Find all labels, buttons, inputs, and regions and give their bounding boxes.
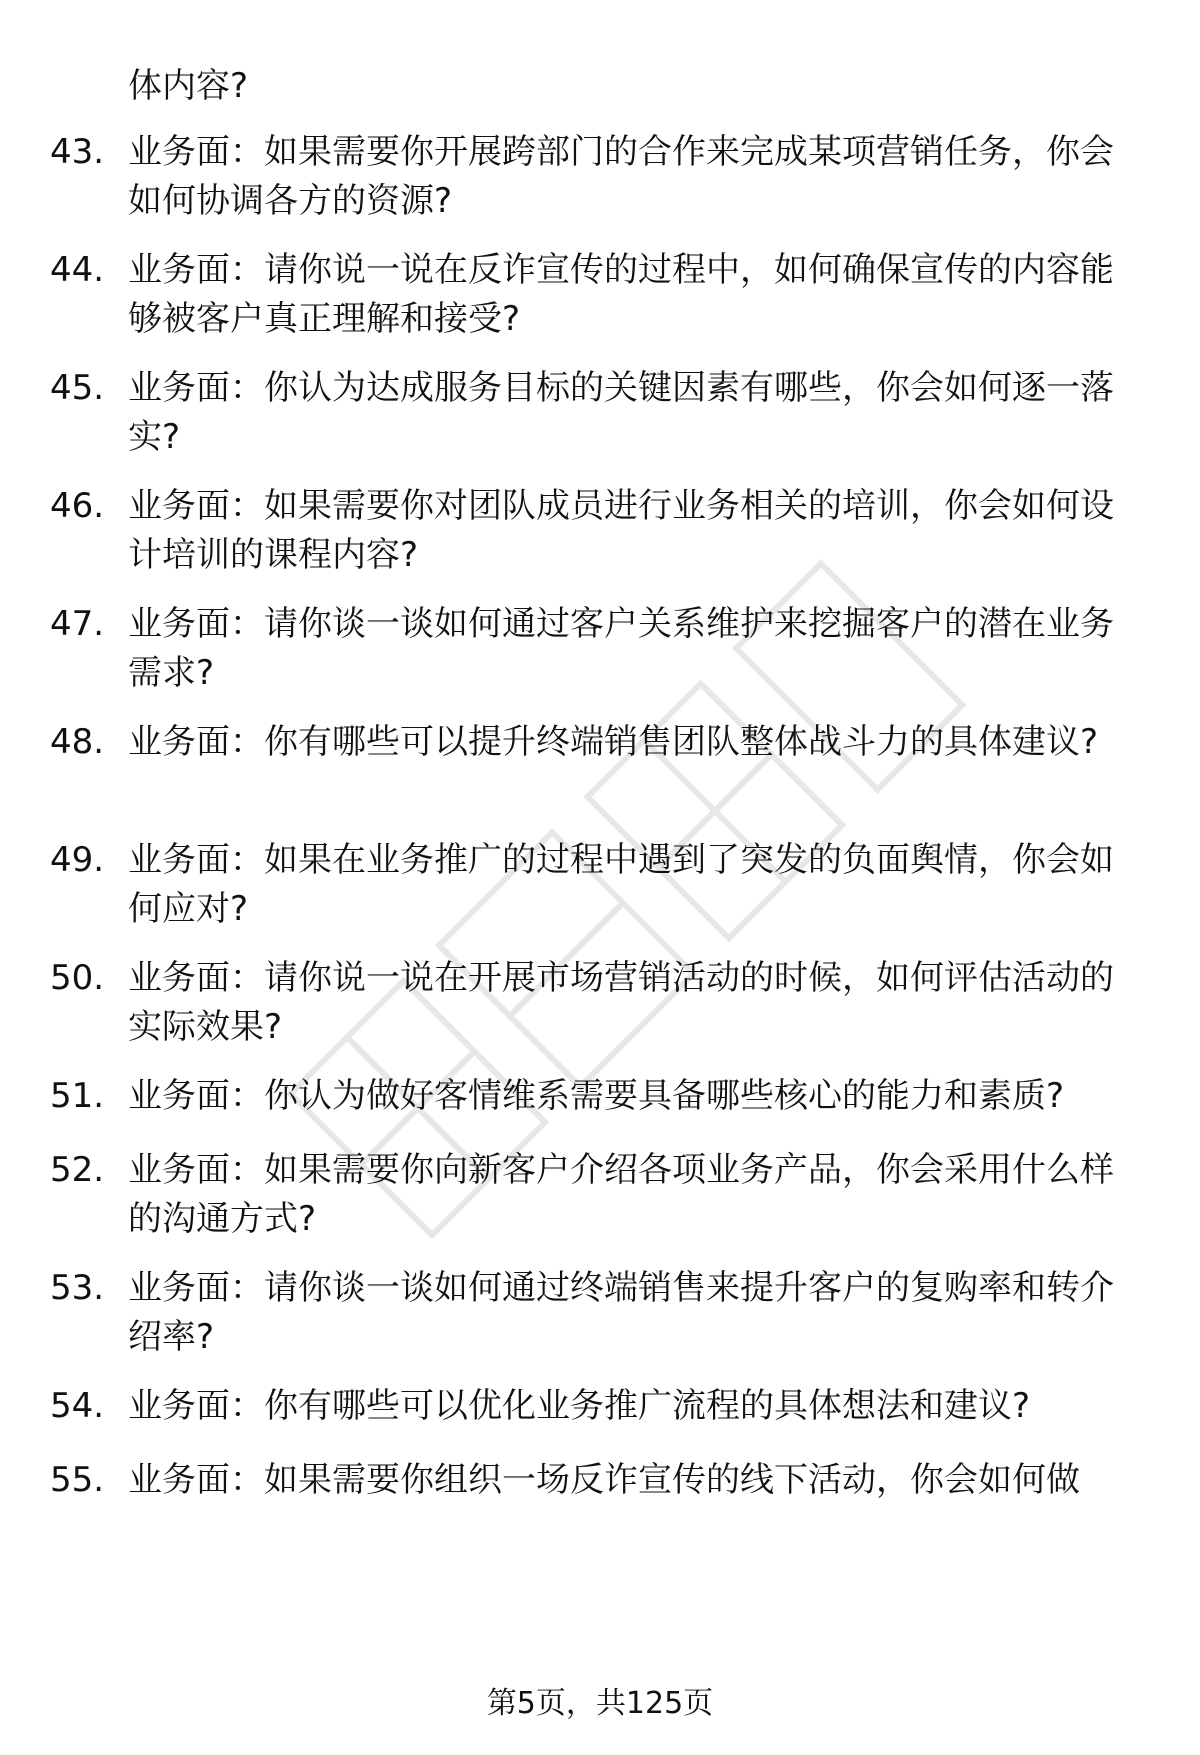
item-number: 51. [50, 1076, 105, 1116]
item-text: 业务面：你有哪些可以优化业务推广流程的具体想法和建议? [128, 1386, 1031, 1426]
item-text: 业务面：你认为达成服务目标的关键因素有哪些，你会如何逐一落实? [128, 368, 1114, 457]
item-number: 47. [50, 604, 105, 644]
item-text: 业务面：如果需要你开展跨部门的合作来完成某项营销任务，你会如何协调各方的资源? [128, 132, 1114, 221]
item-text: 业务面：你认为做好客情维系需要具备哪些核心的能力和素质? [128, 1076, 1065, 1116]
item-number: 49. [50, 840, 105, 880]
item-number: 46. [50, 486, 105, 526]
item-number: 53. [50, 1268, 105, 1308]
item-number: 50. [50, 958, 105, 998]
item-text: 业务面：如果需要你对团队成员进行业务相关的培训，你会如何设计培训的课程内容? [128, 486, 1114, 575]
item-text: 业务面：请你说一说在反诈宣传的过程中，如何确保宣传的内容能够被客户真正理解和接受? [128, 250, 1114, 339]
item-number: 52. [50, 1150, 105, 1190]
item-number: 54. [50, 1386, 105, 1426]
page-indicator: 第5页，共125页 [486, 1686, 714, 1721]
item-number: 48. [50, 722, 105, 762]
continuation-text: 体内容? [128, 66, 249, 106]
page-footer [0, 1684, 1200, 1724]
item-text: 业务面：请你说一说在开展市场营销活动的时候，如何评估活动的实际效果? [128, 958, 1114, 1047]
item-number: 43. [50, 132, 105, 172]
item-text: 业务面：如果需要你组织一场反诈宣传的线下活动，你会如何做 [128, 1460, 1080, 1500]
item-text: 业务面：如果需要你向新客户介绍各项业务产品，你会采用什么样的沟通方式? [128, 1150, 1114, 1239]
item-text: 业务面：你有哪些可以提升终端销售团队整体战斗力的具体建议? [128, 722, 1099, 762]
item-number: 55. [50, 1460, 105, 1500]
item-text: 业务面：请你谈一谈如何通过终端销售来提升客户的复购率和转介绍率? [128, 1268, 1114, 1357]
item-number: 44. [50, 250, 105, 290]
item-text: 业务面：请你谈一谈如何通过客户关系维护来挖掘客户的潜在业务需求? [128, 604, 1114, 693]
item-text: 业务面：如果在业务推广的过程中遇到了突发的负面舆情，你会如何应对? [128, 840, 1114, 929]
item-number: 45. [50, 368, 105, 408]
